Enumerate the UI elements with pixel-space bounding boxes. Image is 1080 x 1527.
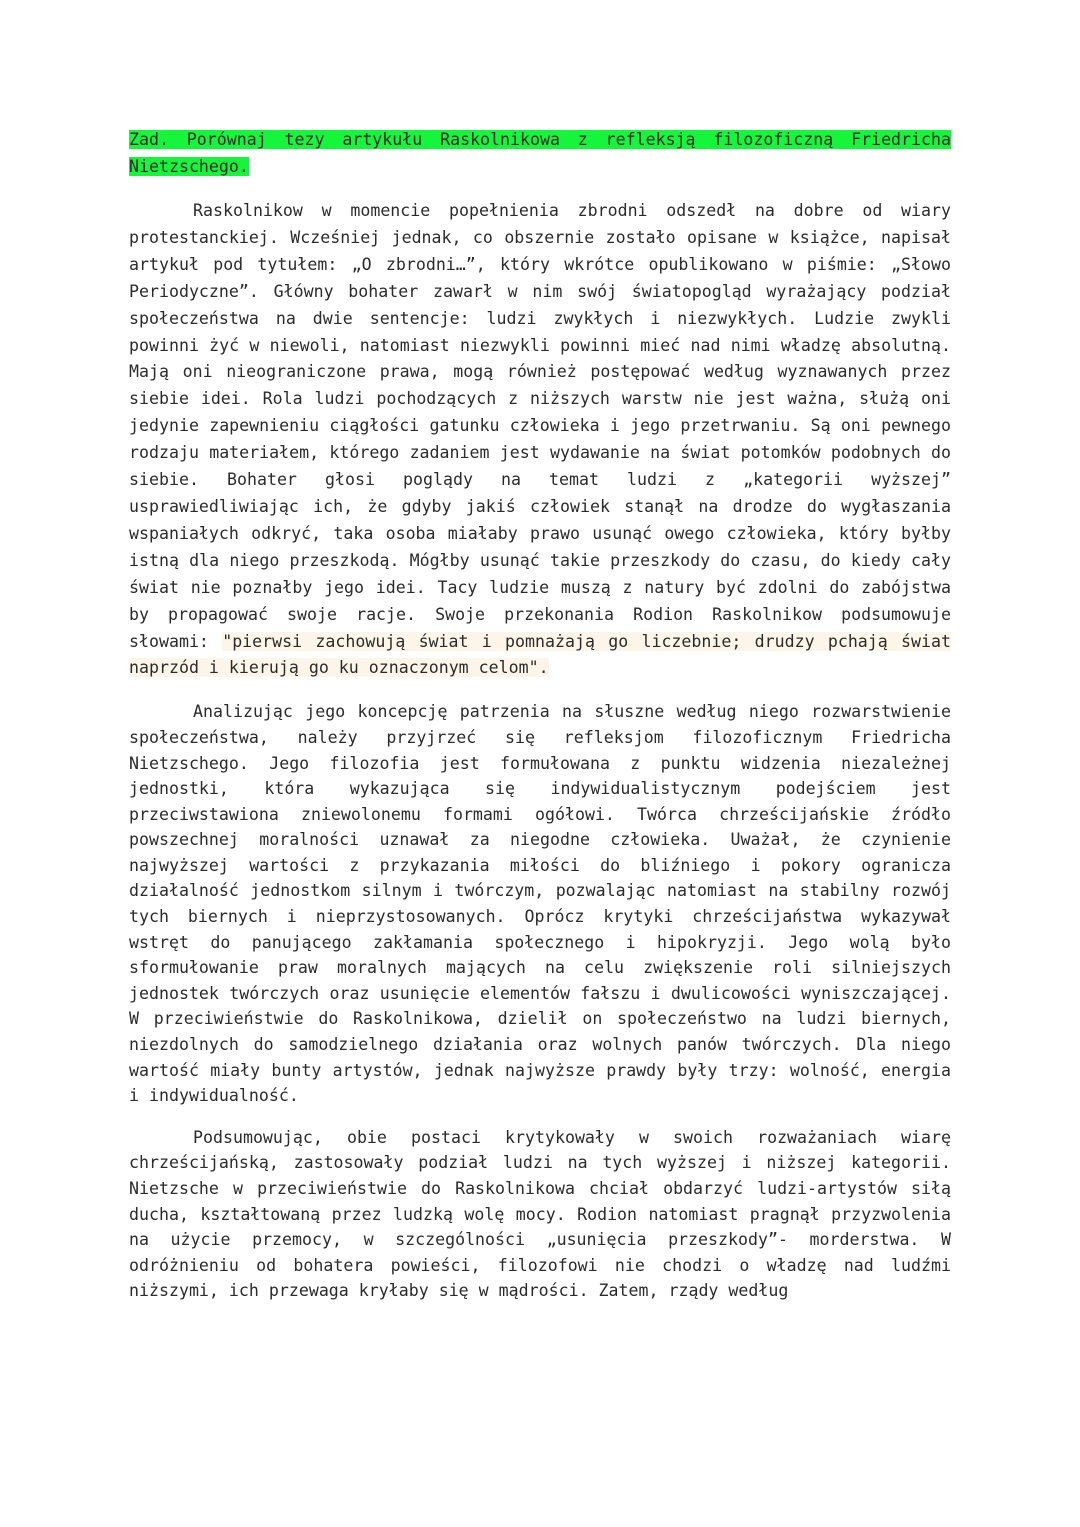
task-heading — [129, 127, 951, 180]
paragraph-nietzsche-philosophy: Analizując jego koncepcję patrzenia na słuszne według niego rozwarstwienie społeczeństwa, należy przyjrzeć się refleksjom filozoficznym Friedricha Nietzschego. Jego filozofia jest formułowana z punktu widzenia niezależnej jednostki, która wykazująca się indywidualistycznym podejściem jest przeciwstawiona zniewolonemu formami ogółowi. Twórca chrześcijańskie źródło powszechnej moralności uznawał za niegodne człowieka. Uważał, że czynienie najwyższej wartości z przykazania miłości do bliźniego i pokory ogranicza działalność jednostkom silnym i twórczym, pozwalając natomiast na stabilny rozwój tych biernych i nieprzystosowanych. Oprócz krytyki chrześcijaństwa wykazywał wstręt do panującego zakłamania społecznego i hipokryzji. Jego wolą było sformułowanie praw moralnych mających na celu zwiększenie roli silniejszych jednostek twórczych oraz usunięcie elementów fałszu i dwulicowości wyniszczającej. W przeciwieństwie do Raskolnikowa, dzielił on społeczeństwo na ludzi biernych, niezdolnych do samodzielnego działania oraz wolnych panów twórczych. Dla niego wartość miały bunty artystów, jednak najwyższe prawdy były trzy: wolność, energia i indywidualność. — [129, 702, 951, 1106]
task-text: Zad. Porównaj tezy artykułu Raskolnikowa z refleksją filozoficzną Friedricha Nietzschego. — [129, 130, 951, 176]
raskolnikov-quote: "pierwsi zachowują świat i pomnażają go liczebnie; drudzy pchają świat naprzód i kierują go ku oznaczonym celom". — [129, 631, 951, 678]
paragraph-raskolnikov-article — [129, 198, 951, 682]
document-page — [129, 127, 951, 1304]
paragraph-summary: Podsumowując, obie postaci krytykowały w swoich rozważaniach wiarę chrześcijańską, zastosowały podział ludzi na tych wyższej i niższej kategorii. Nietzsche w przeciwieństwie do Raskolnikowa chciał obdarzyć ludzi-artystów siłą ducha, kształtowaną przez ludzką wolę mocy. Rodion natomiast pragnął przyzwolenia na użycie przemocy, w szczególności „usunięcia przeszkody”- morderstwa. W odróżnieniu od bohatera powieści, filozofowi nie chodzi o władzę nad ludźmi niższymi, ich przewaga kryłaby się w mądrości. Zatem, rządy według — [129, 1127, 951, 1301]
paragraph-1-text: Raskolnikow w momencie popełnienia zbrodni odszedł na dobre od wiary protestanckiej. Wcześniej jednak, co obszernie zostało opisane w książce, napisał artykuł pod tytułem: „O zbrodni…”, który wkrótce opublikowano w piśmie: „Słowo Periodyczne”. Główny bohater zawarł w nim swój światopogląd wyrażający podział społeczeństwa na dwie sentencje: ludzi zwykłych i niezwykłych. Ludzie zwykli powinni żyć w niewoli, natomiast niezwykli powinni mieć nad nimi władzę absolutną. Mają oni nieograniczone prawa, mogą również postępować według wyznawanych przez siebie idei. Rola ludzi pochodzących z niższych warstw nie jest ważna, służą oni jedynie zapewnieniu ciągłości gatunku człowieka i jego przetrwaniu. Są oni pewnego rodzaju materiałem, którego zadaniem jest wydawanie na świat potomków podobnych do siebie. Bohater głosi poglądy na temat ludzi z „kategorii wyższej” usprawiedliwiając ich, że gdyby jakiś człowiek stanął na drodze do wygłaszania wspaniałych odkryć, taka osoba miałaby prawo usunąć owego człowieka, który byłby istną dla niego przeszkodą. Mógłby usunąć takie przeszkody do czasu, do kiedy cały świat nie poznałby jego idei. Tacy ludzie muszą z natury być zdolni do zabójstwa by propagować swoje racje. Swoje przekonania Rodion Raskolnikow podsumowuje słowami: — [129, 201, 951, 651]
